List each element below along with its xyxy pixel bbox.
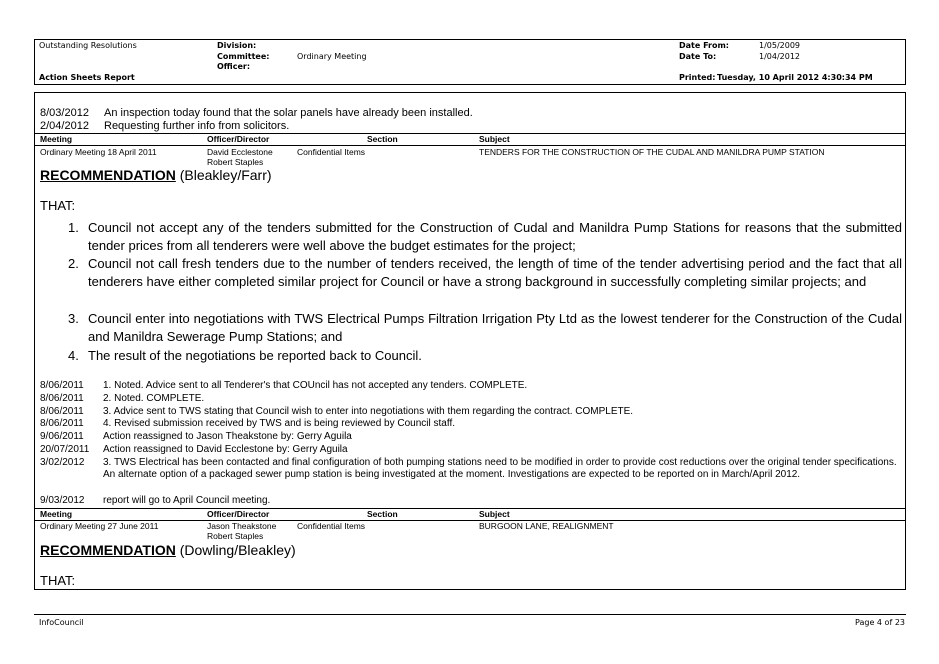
note-text: Action reassigned to Jason Theakstone by: Gerry Aguila: [103, 431, 352, 442]
column-header-section: Section: [367, 134, 398, 144]
item-officer: Robert Staples: [207, 531, 264, 541]
note-text: 4. Revised submission received by TWS and is being reviewed by Council staff.: [103, 418, 456, 429]
resolution-point: [38, 219, 902, 255]
item-subject: BURGOON LANE, REALIGNMENT: [479, 521, 614, 531]
note-date: 8/06/2011: [40, 418, 84, 429]
date-to-label: Date To:: [679, 52, 717, 61]
item-meeting: Ordinary Meeting 18 April 2011: [40, 147, 157, 157]
recommendation-label: RECOMMENDATION: [40, 167, 176, 183]
note-date: 20/07/2011: [40, 444, 90, 455]
recommendation-movers: (Dowling/Bleakley): [179, 542, 296, 558]
report-type: Outstanding Resolutions: [39, 41, 137, 50]
note-text: report will go to April Council meeting.: [103, 495, 271, 506]
divider: [35, 145, 905, 146]
item-officer: Jason Theakstone: [207, 521, 277, 531]
recommendation-heading: [40, 542, 296, 558]
note-text: An inspection today found that the solar panels have already been installed.: [104, 107, 473, 119]
note-date: 9/06/2011: [40, 431, 84, 442]
date-from-value: 1/05/2009: [759, 41, 801, 50]
resolution-point: [38, 347, 902, 365]
that-label: THAT:: [40, 573, 76, 588]
that-label: THAT:: [40, 198, 76, 213]
point-number: 3.: [68, 311, 79, 326]
column-header-subject: Subject: [479, 134, 510, 144]
item-section: Confidential Items: [297, 147, 366, 157]
item-section: Confidential Items: [297, 521, 366, 531]
recommendation-heading: [40, 167, 272, 183]
column-header-meeting: Meeting: [40, 134, 73, 144]
note-date: 9/03/2012: [40, 495, 85, 506]
point-number: 2.: [68, 256, 79, 271]
note-date: 3/02/2012: [40, 457, 85, 468]
point-number: 1.: [68, 220, 79, 235]
column-header-meeting: Meeting: [40, 509, 73, 519]
footer-rule: [34, 614, 906, 615]
officer-label: Officer:: [217, 62, 251, 71]
note-text: Requesting further info from solicitors.: [104, 120, 290, 132]
note-date: 8/06/2011: [40, 380, 84, 391]
divider: [35, 133, 905, 134]
divider: [35, 508, 905, 509]
committee-value: Ordinary Meeting: [297, 52, 367, 61]
note-text: 3. Advice sent to TWS stating that Council wish to enter into negotiations with them regarding the contract. COMPLETE.: [103, 406, 634, 417]
report-name: Action Sheets Report: [39, 73, 135, 82]
note-date: 2/04/2012: [40, 120, 89, 132]
point-number: 4.: [68, 348, 79, 363]
item-subject: TENDERS FOR THE CONSTRUCTION OF THE CUDAL AND MANILDRA PUMP STATION: [479, 147, 825, 157]
column-header-subject: Subject: [479, 509, 510, 519]
column-header-officer: Officer/Director: [207, 134, 270, 144]
resolution-point: [38, 310, 902, 346]
point-text: Council enter into negotiations with TWS Electrical Pumps Filtration Irrigation Pty Ltd as the lowest tenderer for the Construction of the Cudal and Manildra Sewerage Pump Stations; and: [88, 311, 902, 344]
committee-label: Committee:: [217, 52, 270, 61]
column-header-officer: Officer/Director: [207, 509, 270, 519]
note-text: 3. TWS Electrical has been contacted and final configuration of both pumping stations need to be modified in order to provide cost reductions over the original tender specifications. An alternate option of a packaged sewer pump station is being investigated at the moment. Investigations are expected to be reported on in March/April 2012.: [103, 457, 897, 480]
point-text: Council not accept any of the tenders submitted for the Construction of Cudal and Manildra Pump Stations for reasons that the submitted tender prices from all tenderers were well above the budget estimates for the project;: [88, 220, 902, 253]
item-officer: David Ecclestone: [207, 147, 273, 157]
column-header-section: Section: [367, 509, 398, 519]
point-text: Council not call fresh tenders due to the number of tenders received, the length of time of the tender advertising period and the fact that all tenderers have either completed similar project for Council or have a strong background in successfully completing similar projects; and: [88, 256, 902, 289]
note-date: 8/06/2011: [40, 393, 84, 404]
recommendation-label: RECOMMENDATION: [40, 542, 176, 558]
printed-label: Printed:: [679, 73, 716, 82]
printed-value: Tuesday, 10 April 2012 4:30:34 PM: [717, 73, 873, 82]
note-text: 2. Noted. COMPLETE.: [103, 393, 205, 404]
resolution-point: [38, 255, 902, 291]
item-officer: Robert Staples: [207, 157, 264, 167]
divider: [35, 520, 905, 521]
note-text: 1. Noted. Advice sent to all Tenderer's that COUncil has not accepted any tenders. COMPLETE.: [103, 380, 528, 391]
recommendation-movers: (Bleakley/Farr): [179, 167, 272, 183]
division-label: Division:: [217, 41, 257, 50]
date-from-label: Date From:: [679, 41, 730, 50]
note-date: 8/06/2011: [40, 406, 84, 417]
item-meeting: Ordinary Meeting 27 June 2011: [40, 521, 159, 531]
footer-left: InfoCouncil: [39, 618, 84, 627]
note-date: 8/03/2012: [40, 107, 89, 119]
page-number: Page 4 of 23: [855, 618, 905, 627]
point-text: The result of the negotiations be reported back to Council.: [88, 348, 422, 363]
note-text: Action reassigned to David Ecclestone by: Gerry Aguila: [103, 444, 348, 455]
date-to-value: 1/04/2012: [759, 52, 801, 61]
